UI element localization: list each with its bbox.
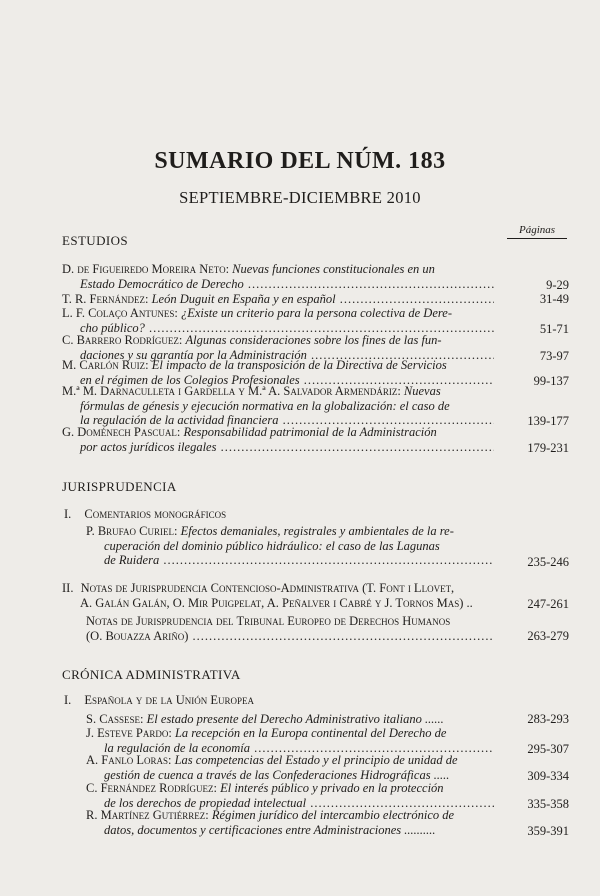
entry-author: C. Fernández Rodríguez: <box>86 781 217 795</box>
entry-title-cont: la regulación de la actividad financiera ..... <box>80 413 494 427</box>
entry-pages: 235-246 <box>527 555 569 569</box>
subsection-heading <box>64 693 254 708</box>
entry-title-cont: cuperación del dominio público hidráulico: el caso de las Lagunas <box>104 538 440 553</box>
entry-author: T. R. Fernández: <box>62 292 149 306</box>
entry-title: Las competencias del Estado y el principio de unidad de <box>174 753 458 767</box>
entry-pages: 31-49 <box>539 292 569 306</box>
entry-pages: 359-391 <box>527 824 569 838</box>
entry-pages: 247-261 <box>527 597 569 611</box>
entry-pages: 335-358 <box>527 797 569 811</box>
entry-title: Notas de Jurisprudencia del Tribunal Europeo de Derechos Humanos <box>86 614 451 628</box>
entry-title: ¿Existe un criterio para la persona colectiva de Dere- <box>180 306 452 320</box>
entry-author: G. Doménech Pascual: <box>62 425 181 439</box>
entry-pages: 283-293 <box>527 712 569 726</box>
entry-pages: 9-29 <box>546 278 569 292</box>
entry-title: El impacto de la transposición de la Directiva de Servicios <box>151 358 447 372</box>
entry-title-cont: gestión de cuenca a través de las Confederaciones Hidrográficas ..... <box>104 767 450 782</box>
subsection-number: I. <box>64 507 72 521</box>
entry-title: Notas de Jurisprudencia Contencioso-Administrativa (T. Font i Llovet, <box>80 581 455 595</box>
entry-title-cont: de Ruidera ..... <box>104 553 494 567</box>
toc-entry <box>86 614 569 643</box>
entry-title-cont: (O. Bouazza Ariño) ..... <box>86 629 494 643</box>
entry-pages: 295-307 <box>527 742 569 756</box>
entry-title-cont: de los derechos de propiedad intelectual ..... <box>104 796 494 810</box>
entry-pages: 139-177 <box>527 414 569 428</box>
entry-pages: 51-71 <box>539 322 569 336</box>
toc-entry <box>62 581 569 611</box>
entry-title-cont: en el régimen de los Colegios Profesionales ..... <box>80 373 494 387</box>
section-heading-jurisprudencia: JURISPRUDENCIA <box>62 479 177 494</box>
entry-pages: 99-137 <box>533 374 569 388</box>
toc-entry <box>86 753 569 783</box>
toc-entry <box>86 808 569 838</box>
toc-entry <box>86 781 569 811</box>
page-subtitle: SEPTIEMBRE-DICIEMBRE 2010 <box>179 188 421 207</box>
toc-entry <box>62 292 569 307</box>
entry-title: León Duguit en España y en español ..... <box>152 292 494 306</box>
entry-title-cont: daciones y su garantía por la Administración ..... <box>80 348 494 362</box>
page-title: SUMARIO DEL NÚM. 183 <box>154 148 446 174</box>
entry-title: Nuevas <box>403 384 441 398</box>
entry-title: Efectos demaniales, registrales y ambientales de la re- <box>180 524 454 538</box>
toc-entry <box>86 726 569 756</box>
toc-entry <box>62 384 569 428</box>
entry-title: La recepción en la Europa continental del Derecho de <box>174 726 447 740</box>
entry-author: L. F. Colaço Antunes: <box>62 306 178 320</box>
section-heading-estudios: ESTUDIOS <box>62 233 129 248</box>
entry-title-cont: la regulación de la economía ..... <box>104 741 494 755</box>
toc-entry <box>62 306 569 336</box>
entry-title: Nuevas funciones constitucionales en un <box>232 262 435 276</box>
paginas-label: Páginas <box>507 224 567 239</box>
entry-author: M.ª M. Darnaculleta i Gardella y M.ª A. Salvador Armendáriz: <box>62 384 401 398</box>
entry-title-cont: fórmulas de génesis y ejecución normativa en la globalización: el caso de <box>80 398 450 413</box>
toc-entry <box>62 262 569 292</box>
subsection-number: II. <box>62 581 74 595</box>
entry-author: D. de Figueiredo Moreira Neto: <box>62 262 230 276</box>
subsection-label: Española y de la Unión Europea <box>84 693 255 707</box>
entry-pages: 73-97 <box>539 349 569 363</box>
subsection-heading <box>64 507 226 522</box>
entry-author: P. Brufao Curiel: <box>86 524 178 538</box>
subsection-label: Comentarios monográficos <box>84 507 227 521</box>
entry-author: M. Carlón Ruiz: <box>62 358 149 372</box>
entry-title: Responsabilidad patrimonial de la Administración <box>183 425 437 439</box>
toc-entry <box>86 712 569 727</box>
entry-title: Régimen jurídico del intercambio electrónico de <box>211 808 455 822</box>
entry-author: J. Esteve Pardo: <box>86 726 172 740</box>
section-heading-cronica: CRÓNICA ADMINISTRATIVA <box>62 667 241 682</box>
entry-title: Algunas consideraciones sobre los fines de las fun- <box>185 333 442 347</box>
entry-pages: 179-231 <box>527 441 569 455</box>
toc-entry <box>62 425 569 455</box>
toc-entry <box>62 358 569 388</box>
entry-title: El estado presente del Derecho Administrativo italiano ...... <box>146 712 444 726</box>
entry-title-cont: A. Galán Galán, O. Mir Puigpelat, A. Peñalver i Cabré y J. Tornos Mas) .. <box>80 595 473 610</box>
entry-title-cont: por actos jurídicos ilegales ..... <box>80 440 494 454</box>
subsection-number: I. <box>64 693 72 707</box>
entry-author: R. Martínez Gutiérrez: <box>86 808 209 822</box>
entry-title-cont: Estado Democrático de Derecho ..... <box>80 277 494 291</box>
entry-author: A. Fanlo Loras: <box>86 753 172 767</box>
entry-title: El interés público y privado en la protección <box>220 781 444 795</box>
entry-title-cont: datos, documentos y certificaciones entre Administraciones .......... <box>104 822 436 837</box>
entry-author: S. Cassese: <box>86 712 144 726</box>
toc-entry <box>86 524 569 569</box>
entry-title-cont: cho público? ..... <box>80 321 494 335</box>
entry-pages: 263-279 <box>527 629 569 643</box>
entry-author: C. Barrero Rodríguez: <box>62 333 183 347</box>
entry-pages: 309-334 <box>527 769 569 783</box>
